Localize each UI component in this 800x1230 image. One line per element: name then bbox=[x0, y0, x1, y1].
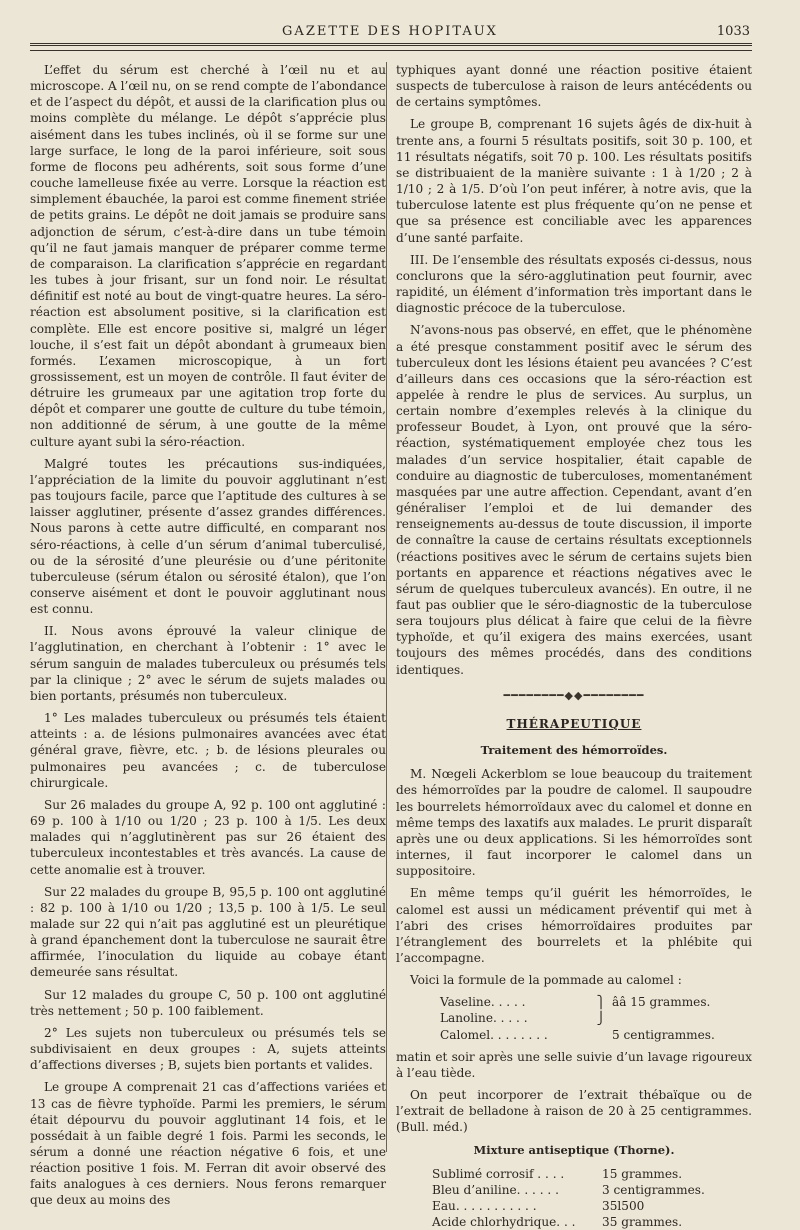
brace: ⎫ bbox=[596, 995, 606, 1010]
paragraph: Le groupe B, comprenant 16 sujets âgés de dix-huit à trente ans, a fourni 5 résultats positifs, soit 30 p. 100, et 11 résultats négatifs, soit 70 p. 100. Les résultats positifs se distribuaient de la manière suivante : 1 à 1/20 ; 2 à 1/10 ; 2 à 1/5. D’où l’on peut inférer, à notre avis, que la tuberculose latente est plus fréquente qu’on ne pense et que sa présence est conciliable avec les apparences d’une santé parfaite. bbox=[396, 117, 752, 245]
formula-row bbox=[440, 994, 752, 1010]
ingredient-name: Calomel. . . . . . . . bbox=[440, 1027, 548, 1042]
left-column bbox=[30, 62, 386, 1215]
paragraph: On peut incorporer de l’extrait thébaïque ou de l’extrait de belladone à raison de 20 à 25 centigrammes. (Bull. méd.) bbox=[396, 1088, 752, 1135]
ingredient-quantity: 3 centigrammes. bbox=[602, 1182, 705, 1197]
brace bbox=[590, 1027, 612, 1043]
mixture-title: Mixture antiseptique (Thorne). bbox=[473, 1142, 675, 1157]
ingredient-quantity: ââ 15 grammes. bbox=[612, 995, 711, 1010]
formula-row bbox=[440, 1010, 752, 1026]
paragraph: 2° Les sujets non tuberculeux ou présumés tels se subdivisaient en deux groupes : A, sujets atteints d’affections diverses ; B, sujets bien portants et valides. bbox=[30, 1025, 386, 1073]
mixture-row bbox=[432, 1198, 752, 1214]
paragraph: Sur 22 malades du groupe B, 95,5 p. 100 ont agglutiné : 82 p. 100 à 1/10 ou 1/20 ; 13,5 p. 100 à 1/5. Le seul malade sur 22 qui n’ait pas agglutiné est un pleurétique à grand épanchement dont la tuberculose ne saurait être affirmée, l’inoculation du liquide au cobaye étant demeurée sans résultat. bbox=[30, 884, 386, 980]
ingredient-quantity: 35l500 bbox=[602, 1199, 645, 1213]
paragraph: III. De l’ensemble des résultats exposés ci-dessus, nous conclurons que la séro-agglutination peut fournir, avec rapidité, un élément d’information très important dans le diagnostic précoce de la tuberculose. bbox=[396, 252, 752, 316]
header-rule bbox=[30, 43, 752, 46]
paragraph: II. Nous avons éprouvé la valeur clinique de l’agglutination, en cherchant à l’obtenir : 1° avec le sérum sanguin de malades tuberculeux ou présumés tels par la clinique ; 2° avec le sérum de sujets malades ou bien portants, présumés non tuberculeux. bbox=[30, 624, 386, 703]
ingredient-quantity: 35 grammes. bbox=[602, 1215, 683, 1230]
ingredient-name: Eau. . . . . . . . . . . bbox=[432, 1199, 537, 1213]
paragraph: 1° Les malades tuberculeux ou présumés tels étaient atteints : a. de lésions pulmonaires avancées avec état général grave, fièvre, etc. ; b. de lésions pleurales ou pulmonaires peu avancées ; c. de tuberculose chirurgicale. bbox=[30, 711, 386, 790]
journal-title: GAZETTE DES HOPITAUX bbox=[282, 24, 498, 39]
paragraph: matin et soir après une selle suivie d’un lavage rigoureux à l’eau tiède. bbox=[396, 1049, 752, 1080]
ingredient-name: Lanoline. . . . . bbox=[440, 1011, 528, 1026]
paragraph: Sur 26 malades du groupe A, 92 p. 100 ont agglutiné : 69 p. 100 à 1/10 ou 1/20 ; 23 p. 100 à 1/5. Les deux malades qui n’agglutinèrent pas sur 26 étaient des tuberculeux incontestables et très avancés. La cause de cette anomalie est à trouver. bbox=[30, 797, 386, 877]
formula-block bbox=[440, 994, 752, 1042]
paragraph: En même temps qu’il guérit les hémorroïdes, le calomel est aussi un médicament préventif qui met à l’abri des crises hémorroïdaires produites par l’étranglement des bourrelets et la phlébite qui l’accompagne. bbox=[396, 886, 752, 965]
ingredient-quantity: 5 centigrammes. bbox=[612, 1027, 715, 1042]
paragraph: Voici la formule de la pommade au calomel : bbox=[410, 973, 682, 988]
paragraph: typhiques ayant donné une réaction positive étaient suspects de tuberculose à raison de leurs antécédents ou de certains symptômes. bbox=[396, 63, 752, 110]
section-title: THÉRAPEUTIQUE bbox=[506, 716, 642, 731]
ingredient-name: Sublimé corrosif . . . . bbox=[432, 1166, 565, 1181]
header-rule-thin bbox=[30, 50, 752, 51]
page-header bbox=[30, 18, 750, 42]
section-ornament: ━━━━━━━━◆◆━━━━━━━━ bbox=[503, 688, 645, 702]
mixture-row bbox=[432, 1166, 752, 1182]
article-subtitle: Traitement des hémorroïdes. bbox=[480, 743, 668, 758]
mixture-row bbox=[432, 1214, 752, 1230]
paragraph: Sur 12 malades du groupe C, 50 p. 100 ont agglutiné très nettement ; 50 p. 100 faiblement. bbox=[30, 987, 386, 1018]
paragraph: Le groupe A comprenait 21 cas d’affections variées et 13 cas de fièvre typhoïde. Parmi les premiers, le sérum était dépourvu du pouvoir agglutinant 14 fois, et le possédait à un faible degré 1 fois. Parmi les seconds, le sérum a donné une réaction négative 6 fois, et une réaction positive 1 fois. M. Ferran dit avoir observé des faits analogues à ces derniers. Nous ferons remarquer que deux au moins des bbox=[30, 1080, 386, 1208]
paragraph: Malgré toutes les précautions sus-indiquées, l’appréciation de la limite du pouvoir agglutinant n’est pas toujours facile, parce que l’aptitude des cultures à se laisser agglutiner, présente d’assez grandes différences. Nous parons à cette autre difficulté, en comparant nos séro-réactions, à celle d’un sérum d’animal tuberculisé, ou de la sérosité d’une pleurésie ou d’une péritonite tuberculeuse (sérum étalon ou sérosité étalon), que l’on conserve aisément et dont le pouvoir agglutinant nous est connu. bbox=[30, 456, 386, 617]
ingredient-quantity: 15 grammes. bbox=[602, 1166, 683, 1181]
paragraph: M. Nœgeli Ackerblom se loue beaucoup du traitement des hémorroïdes par la poudre de calomel. Il saupoudre les bourrelets hémorroïdaux avec du calomel et donne en même temps des laxatifs aux malades. Le prurit disparaît après une ou deux applications. Si les hémorroïdes sont internes, il faut incorporer le calomel dans un suppositoire. bbox=[396, 767, 752, 879]
formula-row bbox=[440, 1027, 752, 1043]
column-divider bbox=[386, 62, 387, 1152]
brace: ⎭ bbox=[596, 1011, 606, 1026]
ingredient-name: Vaseline. . . . . bbox=[440, 995, 526, 1010]
ingredient-name: Acide chlorhydrique. . . bbox=[432, 1215, 576, 1230]
ingredient-name: Bleu d’aniline. . . . . . bbox=[432, 1182, 559, 1197]
right-column bbox=[396, 62, 752, 1230]
ingredient-quantity bbox=[612, 1010, 752, 1026]
paragraph: N’avons-nous pas observé, en effet, que le phénomène a été presque constamment positif avec le sérum des tuberculeux dont les lésions étaient peu avancées ? C’est d’ailleurs dans ces occasions que la séro-réaction est appelée à rendre le plus de services. Au surplus, un certain nombre d’exemples relevés à la clinique du professeur Boudet, à Lyon, ont prouvé que la séro-réaction, systématiquement employée chez tous les malades d’un service hospitalier, était capable de conduire au diagnostic de tuberculoses, momentanément masquées par une autre affection. Cependant, avant d’en généraliser l’emploi et de lui demander des renseignements au-dessus de toute discussion, il importe de connaître la cause de certains résultats exceptionnels (réactions positives avec le sérum de certains sujets bien portants en apparence et réactions négatives avec le sérum de quelques tuberculeux avancés). En outre, il ne faut pas oublier que le séro-diagnostic de la tuberculose sera toujours plus délicat à faire que celui de la fièvre typhoïde, et qu’il exigera des mains exercées, usant toujours des mêmes procédés, dans des conditions identiques. bbox=[396, 323, 752, 677]
mixture-block bbox=[432, 1166, 752, 1230]
mixture-row bbox=[432, 1182, 752, 1198]
paragraph: L’effet du sérum est cherché à l’œil nu et au microscope. A l’œil nu, on se rend compte de l’abondance et de l’aspect du dépôt, et aussi de la clarification plus ou moins complète du mélange. Le dépôt s’apprécie plus aisément dans les tubes inclinés, où il se forme sur une large surface, le long de la paroi inférieure, soit sous forme de flocons peu adhérents, soit sous forme d’une couche lamelleuse fixée au verre. Lorsque la réaction est simplement ébauchée, la paroi est comme finement striée de petits grains. Le dépôt ne doit jamais se produire sans adjonction de sérum, c’est-à-dire dans un tube témoin qu’il ne faut jamais manquer de préparer comme terme de comparaison. La clarification s’apprécie en regardant les tubes à jour frisant, sur un fond noir. Le résultat définitif est noté au bout de vingt-quatre heures. La séro-réaction est absolument positive, si la clarification est complète. Elle est encore positive si, malgré un léger louche, il s’est fait un dépôt abondant à grumeaux bien formés. L’examen microscopique, à un fort grossissement, est un moyen de contrôle. Il faut éviter de détruire les grumeaux par une agitation trop forte du dépôt et comparer une goutte de culture du tube témoin, non additionné de sérum, à une goutte de la même culture ayant subi la séro-réaction. bbox=[30, 63, 386, 449]
page-number: 1033 bbox=[716, 24, 750, 39]
